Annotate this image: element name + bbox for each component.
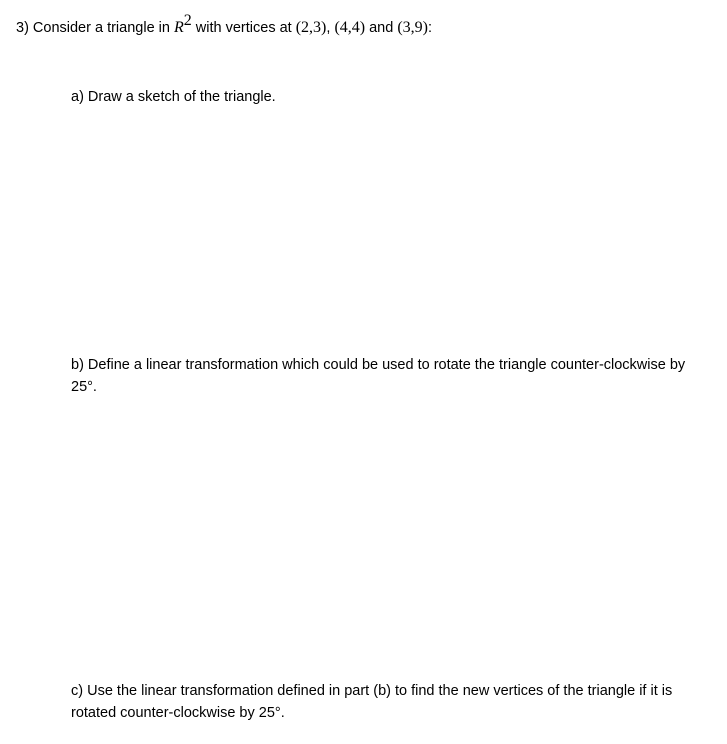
vertex-2: (4,4) (334, 19, 366, 36)
vertex-conjunction: and (365, 20, 398, 36)
vertex-1: (2,3) (295, 19, 327, 36)
part-b-prompt: b) Define a linear transformation which could be used to rotate the triangle counter-clockwise by 25°. (71, 357, 686, 395)
question-statement (16, 12, 716, 39)
question-suffix: : (428, 20, 433, 36)
part-c-prompt: c) Use the linear transformation defined in part (b) to find the new vertices of the triangle if it is rotated counter-clockwise by 25°. (71, 683, 673, 721)
space-exponent: 2 (183, 12, 192, 30)
part-a-prompt: a) Draw a sketch of the triangle. (71, 89, 276, 105)
vertex-3: (3,9) (397, 19, 428, 36)
question-prefix: 3) Consider a triangle in (16, 20, 174, 36)
question-middle: with vertices at (191, 20, 296, 36)
space-symbol: R (173, 19, 184, 36)
vertex-separator-1: , (326, 20, 335, 36)
